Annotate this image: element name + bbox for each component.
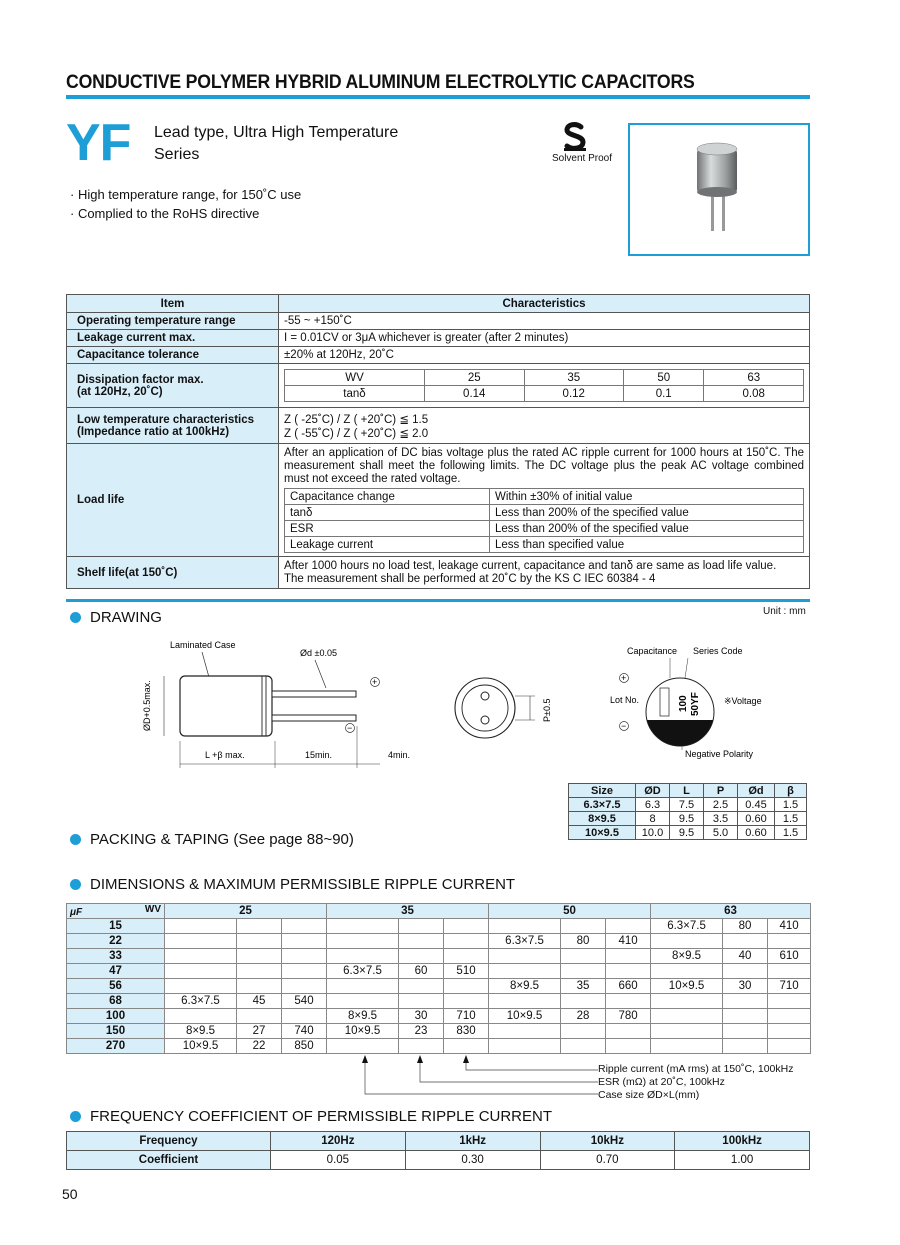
spec-value-dissipation (279, 364, 810, 408)
coef-cell: 1.00 (675, 1151, 810, 1170)
ripple-cell: 30 (723, 979, 768, 994)
ripple-cell (606, 994, 651, 1009)
product-photo (628, 123, 810, 256)
shelf-text-2: The measurement shall be performed at 20˚C by the KS C IEC 60384 - 4 (284, 572, 656, 585)
spec-value-shelf-life (279, 557, 810, 589)
ripple-cell (651, 934, 723, 949)
col-header-item: Item (67, 295, 279, 313)
ripple-cell (768, 934, 811, 949)
ripple-cell (561, 949, 606, 964)
ripple-cell (327, 994, 399, 1009)
length-label: L +β max. (205, 750, 245, 760)
spec-label: Shelf life(at 150˚C) (67, 557, 279, 589)
ripple-cell (327, 949, 399, 964)
ripple-cell (237, 934, 282, 949)
lt-label-1: Low temperature characteristics (77, 413, 255, 426)
shelf-text-1: After 1000 hours no load test, leakage current, capacitance and tanδ are same as load life value. (284, 559, 777, 572)
ripple-cell (282, 934, 327, 949)
ripple-cell: 27 (237, 1024, 282, 1039)
coef-cell: 0.70 (540, 1151, 675, 1170)
laminated-case-label: Laminated Case (170, 640, 236, 650)
capacitance-cell: 47 (67, 964, 165, 979)
table-row (569, 812, 807, 826)
freq-heading-text: FREQUENCY COEFFICIENT OF PERMISSIBLE RIPPLE CURRENT (90, 1108, 553, 1125)
bullet-dot-icon (70, 834, 81, 845)
ripple-cell (723, 994, 768, 1009)
ripple-cell (606, 949, 651, 964)
ripple-cell: 80 (723, 919, 768, 934)
df-tan: 0.08 (704, 386, 804, 402)
lead-4-label: 4min. (388, 750, 411, 760)
ripple-cell: 740 (282, 1024, 327, 1039)
ripple-cell (282, 949, 327, 964)
series-desc-line-1: Lead type, Ultra High Temperature (154, 124, 399, 141)
frequency-coefficient-table (66, 1131, 810, 1170)
ripple-cell (561, 964, 606, 979)
packing-heading-text: PACKING & TAPING (See page 88~90) (90, 831, 354, 848)
ripple-cell (768, 1024, 811, 1039)
size-cell: 8 (636, 812, 670, 826)
ripple-cell: 410 (768, 919, 811, 934)
ripple-cell (489, 994, 561, 1009)
feature-item: · Complied to the RoHS directive (70, 206, 260, 221)
ripple-cell (237, 1009, 282, 1024)
size-cell: 6.3 (636, 798, 670, 812)
load-key: tanδ (285, 505, 490, 521)
negative-polarity-label: Negative Polarity (685, 749, 754, 759)
ripple-cell (561, 919, 606, 934)
ripple-cell (651, 964, 723, 979)
feature-item: · High temperature range, for 150˚C use (70, 187, 302, 202)
size-header: ØD (636, 784, 670, 798)
ripple-heading (70, 876, 515, 893)
ripple-cell (282, 964, 327, 979)
ripple-cell (444, 919, 489, 934)
bullet-dot-icon (70, 879, 81, 890)
spec-value: I = 0.01CV or 3μA whichever is greater (after 2 minutes) (279, 330, 810, 347)
ripple-cell (606, 1039, 651, 1054)
ripple-cell: 830 (444, 1024, 489, 1039)
ripple-cell (165, 964, 237, 979)
size-table (568, 783, 807, 840)
ripple-cell (561, 1039, 606, 1054)
capacitance-cell: 68 (67, 994, 165, 1009)
unit-label: Unit : mm (763, 606, 806, 617)
series-desc-line-2: Series (154, 146, 200, 163)
ripple-note: Ripple current (mA rms) at 150˚C, 100kHz (598, 1063, 794, 1075)
size-cell: 1.5 (775, 812, 807, 826)
ripple-cell (399, 1039, 444, 1054)
ripple-cell (237, 949, 282, 964)
spec-label-dissipation (67, 364, 279, 408)
load-life-subtable (284, 488, 804, 553)
ripple-heading-text: DIMENSIONS & MAXIMUM PERMISSIBLE RIPPLE CURRENT (90, 876, 516, 893)
bullet-dot-icon (70, 612, 81, 623)
ripple-cell: 22 (237, 1039, 282, 1054)
series-code: YF (66, 114, 131, 172)
table-row (67, 919, 811, 934)
size-cell: 9.5 (670, 826, 704, 840)
corner-uf: μF (70, 907, 83, 918)
ripple-cell: 8×9.5 (489, 979, 561, 994)
capacitance-cell: 150 (67, 1024, 165, 1039)
table-row (67, 934, 811, 949)
size-cell: 10.0 (636, 826, 670, 840)
ripple-cell: 60 (399, 964, 444, 979)
ripple-cell (489, 1024, 561, 1039)
capacitance-cell: 15 (67, 919, 165, 934)
wv-header: 25 (165, 904, 327, 919)
ripple-cell (444, 994, 489, 1009)
df-wv-label: WV (285, 370, 425, 386)
df-tan-label: tanδ (285, 386, 425, 402)
ripple-cell: 10×9.5 (327, 1024, 399, 1039)
ripple-cell: 610 (768, 949, 811, 964)
ripple-legend (598, 1063, 793, 1102)
specifications-table (66, 294, 810, 589)
ripple-cell (399, 919, 444, 934)
page-number: 50 (62, 1186, 78, 1202)
table-row (67, 994, 811, 1009)
capacitance-label: Capacitance (627, 646, 678, 656)
capacitor-photo-illustration (630, 125, 808, 254)
load-key: ESR (285, 521, 490, 537)
load-value: Less than 200% of the specified value (490, 505, 804, 521)
size-cell: 5.0 (704, 826, 738, 840)
ripple-cell (444, 949, 489, 964)
freq-cell: 1kHz (405, 1132, 540, 1151)
ripple-legend-arrows (360, 1055, 600, 1100)
marking-series: 50YF (690, 692, 701, 716)
size-header: L (670, 784, 704, 798)
ripple-cell (651, 1009, 723, 1024)
capacitance-cell: 33 (67, 949, 165, 964)
ripple-cell: 710 (444, 1009, 489, 1024)
load-value: Within ±30% of initial value (490, 489, 804, 505)
freq-heading (70, 1108, 552, 1125)
ripple-cell (489, 949, 561, 964)
capacitance-cell: 56 (67, 979, 165, 994)
capacitance-cell: 270 (67, 1039, 165, 1054)
spec-value-load-life (279, 444, 810, 557)
ripple-cell: 410 (606, 934, 651, 949)
ripple-cell: 45 (237, 994, 282, 1009)
lt-label-2: (Impedance ratio at 100kHz) (77, 425, 230, 438)
spec-label: Capacitance tolerance (67, 347, 279, 364)
df-wv: 63 (704, 370, 804, 386)
dimension-drawing (130, 636, 780, 776)
solvent-proof-label: Solvent Proof (551, 153, 613, 164)
ripple-cell (768, 1009, 811, 1024)
ripple-cell: 6.3×7.5 (165, 994, 237, 1009)
df-label-1: Dissipation factor max. (77, 373, 204, 386)
ripple-cell: 40 (723, 949, 768, 964)
series-code-label: Series Code (693, 646, 743, 656)
packing-heading (70, 831, 354, 848)
drawing-heading (70, 609, 162, 626)
table-row (67, 1024, 811, 1039)
size-cell: 1.5 (775, 826, 807, 840)
bullet-dot-icon (70, 1111, 81, 1122)
ripple-cell (723, 1009, 768, 1024)
ripple-cell: 10×9.5 (651, 979, 723, 994)
ripple-cell: 660 (606, 979, 651, 994)
plus-sign: + (372, 677, 378, 687)
ripple-cell: 30 (399, 1009, 444, 1024)
marking-capacitance: 100 (678, 695, 689, 712)
spec-label: Leakage current max. (67, 330, 279, 347)
ripple-cell (327, 934, 399, 949)
frequency-label: Frequency (67, 1132, 271, 1151)
lt-value-2: Z ( -55˚C) / Z ( +20˚C) ≦ 2.0 (284, 427, 429, 440)
ripple-cell (489, 964, 561, 979)
ripple-cell: 850 (282, 1039, 327, 1054)
ripple-cell: 510 (444, 964, 489, 979)
spec-value: ±20% at 120Hz, 20˚C (279, 347, 810, 364)
ripple-cell: 6.3×7.5 (327, 964, 399, 979)
ripple-cell (561, 994, 606, 1009)
solvent-proof-icon (562, 122, 588, 152)
coefficient-label: Coefficient (67, 1151, 271, 1170)
ripple-cell: 6.3×7.5 (489, 934, 561, 949)
ripple-cell (651, 1039, 723, 1054)
ripple-cell (282, 979, 327, 994)
ripple-note: ESR (mΩ) at 20˚C, 100kHz (598, 1076, 725, 1088)
wv-header: 50 (489, 904, 651, 919)
df-tan: 0.1 (624, 386, 704, 402)
ripple-cell (327, 919, 399, 934)
ripple-cell (399, 994, 444, 1009)
coef-cell: 0.05 (271, 1151, 406, 1170)
df-wv: 25 (425, 370, 525, 386)
ripple-cell: 23 (399, 1024, 444, 1039)
table-row (67, 949, 811, 964)
minus-sign: − (621, 721, 627, 731)
ripple-cell (399, 934, 444, 949)
ripple-cell: 710 (768, 979, 811, 994)
table-row (569, 826, 807, 840)
ripple-cell (768, 964, 811, 979)
ripple-cell: 35 (561, 979, 606, 994)
ripple-cell (723, 964, 768, 979)
freq-cell: 10kHz (540, 1132, 675, 1151)
lead-diameter-label: Ød ±0.05 (300, 648, 337, 658)
page-title: CONDUCTIVE POLYMER HYBRID ALUMINUM ELECTROLYTIC CAPACITORS (66, 72, 695, 93)
load-key: Capacitance change (285, 489, 490, 505)
ripple-cell (165, 934, 237, 949)
ripple-cell: 10×9.5 (489, 1009, 561, 1024)
ripple-cell (606, 964, 651, 979)
ripple-cell: 540 (282, 994, 327, 1009)
load-key: Leakage current (285, 537, 490, 553)
ripple-cell (444, 1039, 489, 1054)
ripple-cell (165, 1009, 237, 1024)
ripple-cell (723, 1039, 768, 1054)
size-cell: 0.60 (738, 812, 775, 826)
coef-cell: 0.30 (405, 1151, 540, 1170)
ripple-cell (165, 919, 237, 934)
ripple-cell (444, 934, 489, 949)
pitch-label: P±0.5 (542, 698, 552, 722)
ripple-cell: 6.3×7.5 (651, 919, 723, 934)
df-wv: 35 (524, 370, 624, 386)
title-rule (66, 95, 810, 99)
size-cell: 3.5 (704, 812, 738, 826)
ripple-cell (489, 919, 561, 934)
voltage-label: ※Voltage (724, 696, 762, 706)
ripple-cell (768, 1039, 811, 1054)
ripple-current-table (66, 903, 811, 1054)
freq-cell: 120Hz (271, 1132, 406, 1151)
size-cell: 0.60 (738, 826, 775, 840)
size-cell: 6.3×7.5 (569, 798, 636, 812)
ripple-cell (651, 1024, 723, 1039)
size-header: P (704, 784, 738, 798)
ripple-cell (237, 979, 282, 994)
size-header: Size (569, 784, 636, 798)
df-tan: 0.14 (425, 386, 525, 402)
spec-label: Load life (67, 444, 279, 557)
size-cell: 10×9.5 (569, 826, 636, 840)
table-row (569, 798, 807, 812)
ripple-cell: 80 (561, 934, 606, 949)
plus-sign: + (621, 673, 627, 683)
load-value: Less than 200% of the specified value (490, 521, 804, 537)
size-header: Ød (738, 784, 775, 798)
ripple-cell (237, 964, 282, 979)
load-life-text: After an application of DC bias voltage plus the rated AC ripple current for 1000 hours at 150˚C. The measurement shall meet the following limits. The DC voltage plus the peak AC voltage combined must not exceed the rated voltage. (284, 447, 804, 485)
ripple-cell (723, 934, 768, 949)
ripple-cell: 8×9.5 (651, 949, 723, 964)
ripple-cell (723, 1024, 768, 1039)
table-row (67, 1039, 811, 1054)
series-description (154, 122, 454, 166)
section-rule (66, 599, 810, 602)
table-row (67, 979, 811, 994)
ripple-cell (327, 979, 399, 994)
drawing-heading-text: DRAWING (90, 609, 162, 626)
case-diameter-label: ØD+0.5max. (142, 680, 152, 731)
ripple-cell: 8×9.5 (165, 1024, 237, 1039)
wv-header: 35 (327, 904, 489, 919)
dissipation-subtable (284, 369, 804, 402)
size-cell: 0.45 (738, 798, 775, 812)
ripple-cell (651, 994, 723, 1009)
table-row (67, 964, 811, 979)
freq-cell: 100kHz (675, 1132, 810, 1151)
spec-label: Operating temperature range (67, 313, 279, 330)
lead-15-label: 15min. (305, 750, 333, 760)
ripple-cell (489, 1039, 561, 1054)
ripple-cell: 10×9.5 (165, 1039, 237, 1054)
ripple-cell (606, 1024, 651, 1039)
ripple-cell (165, 979, 237, 994)
size-cell: 9.5 (670, 812, 704, 826)
ripple-note: Case size ØD×L(mm) (598, 1089, 700, 1101)
size-cell: 7.5 (670, 798, 704, 812)
capacitance-cell: 22 (67, 934, 165, 949)
ripple-cell (606, 919, 651, 934)
table-row (67, 1009, 811, 1024)
size-cell: 8×9.5 (569, 812, 636, 826)
ripple-cell (399, 949, 444, 964)
ripple-cell: 8×9.5 (327, 1009, 399, 1024)
lt-value-1: Z ( -25˚C) / Z ( +20˚C) ≦ 1.5 (284, 413, 429, 426)
ripple-cell: 28 (561, 1009, 606, 1024)
df-wv: 50 (624, 370, 704, 386)
size-cell: 1.5 (775, 798, 807, 812)
minus-sign: − (347, 723, 353, 733)
ripple-cell (444, 979, 489, 994)
df-tan: 0.12 (524, 386, 624, 402)
spec-label-low-temp (67, 408, 279, 444)
spec-value: -55 ~ +150˚C (279, 313, 810, 330)
size-cell: 2.5 (704, 798, 738, 812)
spec-value-low-temp (279, 408, 810, 444)
lot-number-label: Lot No. (610, 695, 640, 705)
ripple-cell (561, 1024, 606, 1039)
corner-header (67, 904, 165, 919)
ripple-cell (237, 919, 282, 934)
wv-header: 63 (651, 904, 811, 919)
load-value: Less than specified value (490, 537, 804, 553)
feature-list (70, 185, 301, 223)
df-label-2: (at 120Hz, 20˚C) (77, 385, 163, 398)
size-header: β (775, 784, 807, 798)
ripple-cell (768, 994, 811, 1009)
ripple-cell: 780 (606, 1009, 651, 1024)
ripple-cell (327, 1039, 399, 1054)
corner-wv: WV (144, 904, 161, 915)
ripple-cell (282, 919, 327, 934)
capacitance-cell: 100 (67, 1009, 165, 1024)
ripple-cell (165, 949, 237, 964)
ripple-cell (282, 1009, 327, 1024)
ripple-cell (399, 979, 444, 994)
col-header-characteristics: Characteristics (279, 295, 810, 313)
